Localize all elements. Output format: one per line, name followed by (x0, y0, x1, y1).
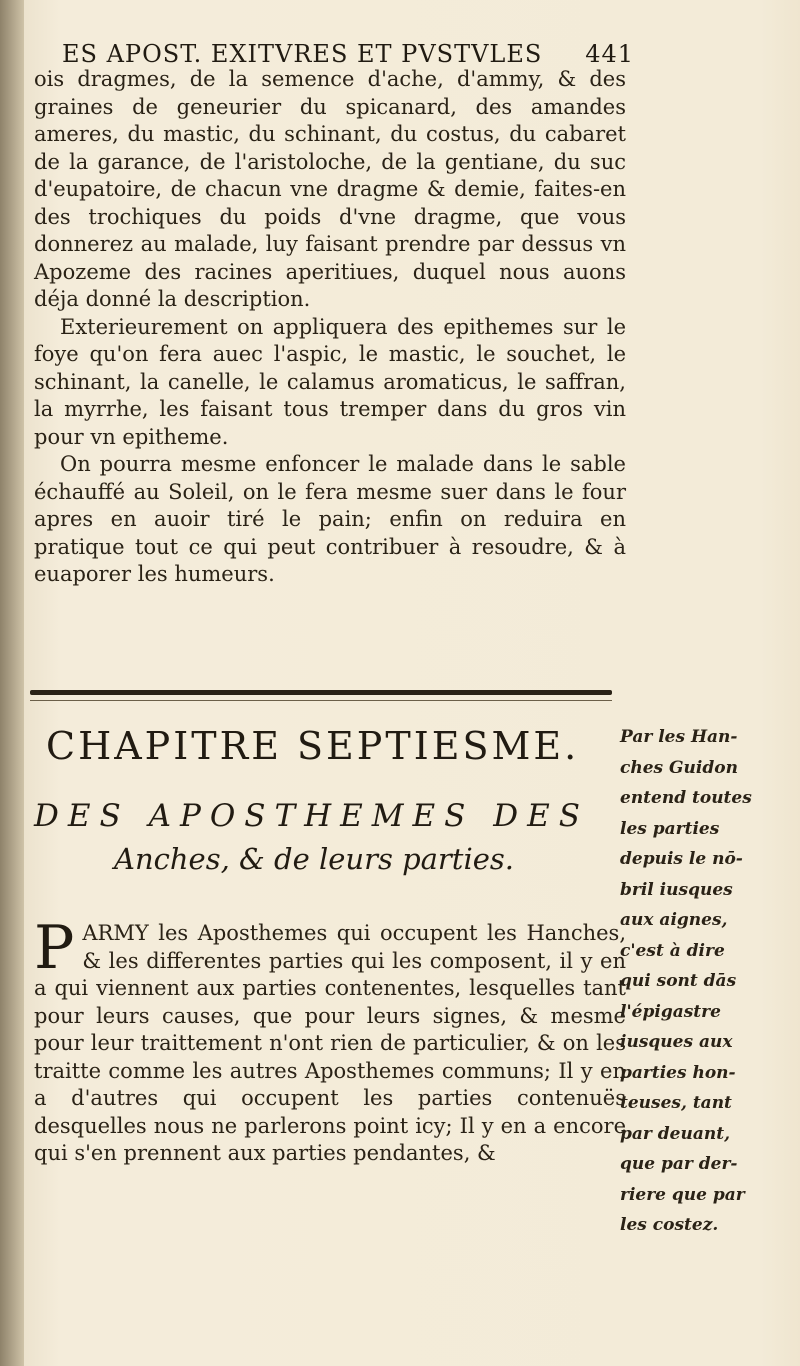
marginal-note-line: bril iusques (620, 879, 733, 900)
marginal-note-line: c'est à dire (620, 940, 725, 961)
marginal-note-line: Par les Han- (620, 727, 738, 747)
marginal-note-line: entend toutes (620, 788, 752, 808)
page-number: 441 (585, 40, 634, 68)
page-binding-shadow (0, 0, 24, 1366)
marginal-note-line: l'épigastre (620, 1001, 721, 1022)
marginal-note-line: les parties (620, 818, 720, 839)
paragraph-3: On pourra mesme enfoncer le malade dans le sable échauffé au Soleil, on le fera mesme suer dans le four apres en auoir tiré le pain; enfin on reduira en pratique tout ce qui peut contribuer à resoudre, & à euaporer les humeurs. (34, 452, 626, 586)
running-title: ES APOST. EXITVRES ET PVSTVLES (62, 40, 543, 68)
paragraph-2: Exterieurement on appliquera des epithemes sur le foye qu'on fera auec l'aspic, le mastic, le souchet, le schinant, la canelle, le calamus aromaticus, le saffran, la myrrhe, les faisant tous tremper dans du gros vin pour vn epitheme. (34, 314, 626, 449)
bottom-text-block (34, 913, 626, 1168)
running-header (62, 40, 634, 68)
chapter-subtitle-line1: DES APOSTHEMES DES (34, 798, 589, 834)
chapter-divider-thin-rule (30, 700, 612, 701)
marginal-note-line: iusques aux (620, 1032, 733, 1052)
marginal-note (620, 722, 752, 1241)
marginal-note-line: aux aignes, (620, 910, 728, 930)
marginal-note-line: ches Guidon (620, 757, 738, 778)
marginal-note-line: depuis le nō- (620, 849, 743, 869)
chapter-title: CHAPITRE SEPTIESME. (46, 724, 580, 768)
chapter-divider-rule (30, 690, 612, 695)
paragraph-4 (34, 913, 626, 1168)
paragraph-1: ois dragmes, de la semence d'ache, d'ammy, & des graines de geneurier du spicanard, des amandes ameres, du mastic, du schinant, du costus, du cabaret de la garance, de l'aristoloche, de la gentiane, du suc d'eupatoire, de chacun vne dragme & demie, faites-en des trochiques du poids d'vne dragme, que vous donnerez au malade, luy faisant prendre par dessus vn Apozeme des racines aperitiues, duquel nous auons déja donné la description. (34, 67, 626, 311)
paragraph-4-text: ARMY les Aposthemes qui occupent les Hanches, & les differentes parties qui les composent, il y en a qui viennent aux parties contenentes, lesquelles tant pour leurs causes, que pour leurs signes, & mesme pour leur traittement n'ont rien de particulier, & on les traitte comme les autres Aposthemes communs; Il y en a d'autres qui occupent les parties contenuës desquelles nous ne parlerons point icy; Il y en a encore qui s'en prennent aux parties pendantes, & (34, 921, 626, 1165)
marginal-note-line: riere que par (620, 1184, 745, 1205)
marginal-note-line: les costez. (620, 1215, 719, 1235)
drop-cap: P (34, 913, 75, 983)
marginal-note-line: qui sont dās (620, 971, 737, 991)
top-text-block (34, 66, 626, 589)
marginal-note-line: par deuant, (620, 1123, 730, 1144)
marginal-note-line: que par der- (620, 1154, 738, 1174)
marginal-note-line: parties hon- (620, 1062, 736, 1083)
chapter-subtitle-line2: Anches, & de leurs parties. (114, 842, 514, 876)
marginal-note-line: teuses, tant (620, 1093, 732, 1113)
